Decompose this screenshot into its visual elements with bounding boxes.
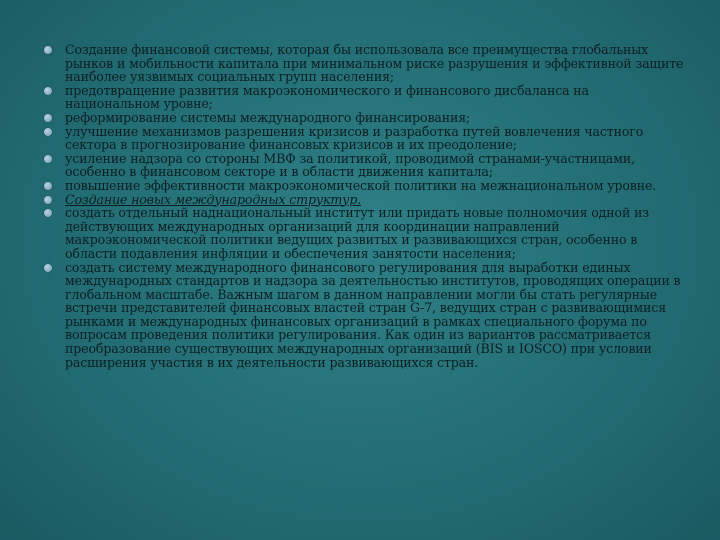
bullet-item — [44, 125, 684, 152]
bullet-item — [44, 84, 684, 111]
bullet-dot-icon — [44, 209, 52, 217]
bullet-dot-icon — [44, 264, 52, 272]
bullet-dot-icon — [44, 182, 52, 190]
bullet-dot-icon — [44, 46, 52, 54]
bullet-item — [44, 152, 684, 179]
bullet-item — [44, 43, 684, 84]
bullet-list — [44, 43, 684, 369]
bullet-dot-icon — [44, 128, 52, 136]
section-heading: Создание новых международных структур. — [65, 191, 362, 207]
bullet-dot-icon — [44, 196, 52, 204]
bullet-text: усиление надзора со стороны МВФ за политикой, проводимой странами-участницами, особенно в финансовом секторе и в области движения капитала; — [65, 150, 635, 180]
bullet-text: создать систему международного финансового регулирования для выработки единых международных стандартов и надзора за деятельностью институтов, проводящих операции в глобальном масштабе. Важным шагом в данном направлении могли бы стать регулярные встречи представителей финансовых властей стран G-7, ведущих стран с развивающимися рынками и международных финансовых организаций в рамках специального форума по вопросам проведения политики регулирования. Как один из вариантов рассматривается преобразование существующих международных организаций (BIS и IOSCO) при условии расширения участия в их деятельности развивающихся стран. — [65, 259, 681, 370]
bullet-text: улучшение механизмов разрешения кризисов и разработка путей вовлечения частного сектора в прогнозирование финансовых кризисов и их преодоление; — [65, 123, 644, 153]
bullet-dot-icon — [44, 155, 52, 163]
bullet-text: реформирование системы международного финансирования; — [65, 109, 471, 125]
bullet-item-heading — [44, 193, 684, 207]
bullet-dot-icon — [44, 87, 52, 95]
bullet-item — [44, 261, 684, 370]
bullet-text: повышение эффективности макроэкономической политики на межнациональном уровне. — [65, 177, 657, 193]
bullet-text: создать отдельный наднациональный институт или придать новые полномочия одной из действующих международных организаций для координации направлений макроэкономической политики ведущих развитых и развивающихся стран, особенно в области подавления инфляции и обеспечения занятости населения; — [65, 205, 650, 261]
bullet-item — [44, 206, 684, 260]
bullet-dot-icon — [44, 114, 52, 122]
bullet-text: предотвращение развития макроэкономического и финансового дисбаланса на национальном уровне; — [65, 82, 589, 112]
bullet-item — [44, 179, 684, 193]
bullet-item — [44, 111, 684, 125]
bullet-text: Создание финансовой системы, которая бы использовала все преимущества глобальных рынков и мобильности капитала при минимальном риске разрушения и эффективной защите наиболее уязвимых социальных групп населения; — [65, 42, 684, 85]
